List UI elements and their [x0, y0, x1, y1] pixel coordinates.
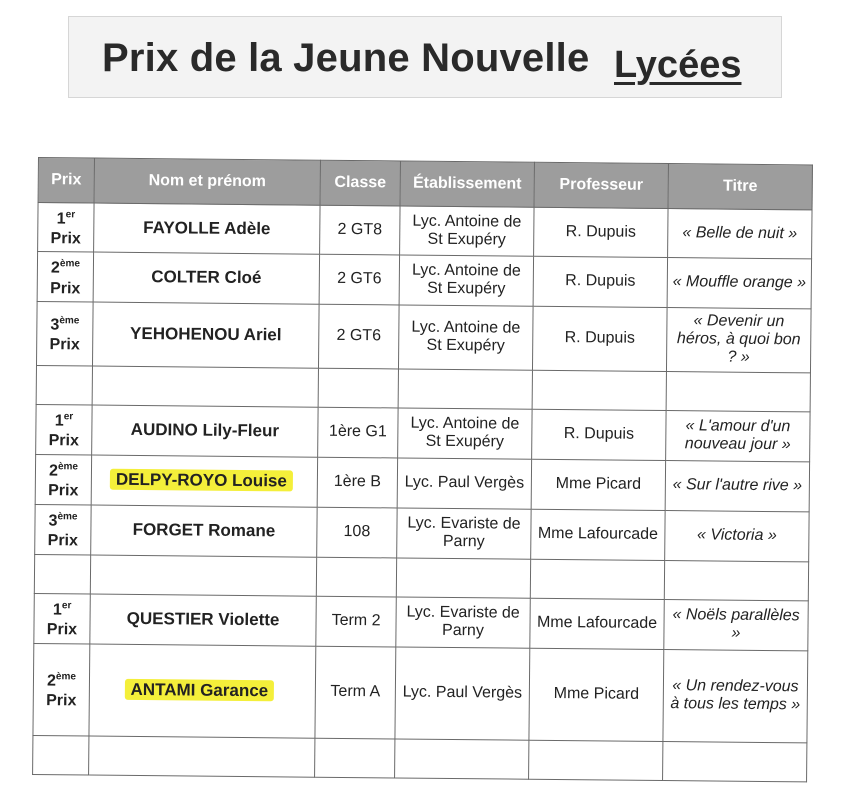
rank-number: 1 [54, 412, 64, 430]
empty-cell [529, 740, 663, 780]
name-cell [94, 203, 320, 254]
table-row [36, 404, 810, 461]
rank-number: 2 [46, 672, 56, 690]
table-row [37, 301, 812, 372]
title-cell: « Un rendez-vous à tous les temps » [663, 649, 808, 742]
school-cell: Lyc. Evariste de Parny [397, 508, 531, 559]
column-header-titre: Titre [668, 164, 812, 210]
title-cell: « Noëls parallèles » [664, 599, 808, 650]
table-row [38, 203, 812, 260]
student-name: FORGET Romane [132, 520, 276, 541]
table-body [33, 203, 812, 782]
school-cell: Lyc. Antoine de St Exupéry [398, 305, 533, 370]
highlighted-name: DELPY-ROYO Louise [110, 469, 293, 492]
name-cell [89, 644, 316, 738]
school-cell: Lyc. Antoine de St Exupéry [398, 408, 532, 459]
student-name: QUESTIER Violette [126, 609, 280, 630]
rank-suffix: ème [57, 511, 78, 523]
table-row [35, 504, 809, 561]
rank-cell [38, 203, 94, 253]
rank-suffix: ème [55, 671, 77, 683]
page-subtitle: Lycées [614, 44, 742, 86]
class-cell: 2 GT8 [320, 205, 400, 255]
rank-suffix: ème [57, 461, 79, 473]
empty-cell [396, 558, 530, 598]
rank-suffix: er [61, 600, 72, 612]
rank-suffix: er [63, 411, 74, 423]
title-cell: « Devenir un héros, à quoi bon ? » [666, 307, 811, 372]
spacer-row [33, 735, 807, 781]
rank-suffix: ème [59, 258, 80, 270]
empty-cell [33, 735, 89, 775]
table-row [35, 454, 809, 511]
title-cell: « Mouffle orange » [667, 258, 811, 309]
empty-cell [36, 365, 92, 405]
prize-label: Prix [46, 692, 77, 710]
column-header-nom: Nom et prénom [94, 158, 320, 205]
teacher-cell: R. Dupuis [533, 257, 667, 308]
column-header-prix: Prix [38, 158, 94, 204]
empty-cell [89, 736, 315, 777]
empty-cell [316, 557, 396, 597]
title-cell: « L'amour d'un nouveau jour » [666, 410, 810, 461]
rank-cell [34, 593, 90, 644]
teacher-cell: R. Dupuis [532, 409, 666, 460]
school-cell: Lyc. Paul Vergès [395, 647, 530, 740]
column-header-etablissement: Établissement [400, 161, 534, 207]
rank-suffix: er [65, 209, 76, 221]
column-header-professeur: Professeur [534, 162, 668, 208]
class-cell: 2 GT6 [319, 255, 399, 305]
class-cell: 2 GT6 [318, 304, 399, 369]
teacher-cell: R. Dupuis [534, 207, 668, 258]
rank-cell [36, 404, 92, 455]
student-name: AUDINO Lily-Fleur [130, 420, 280, 441]
class-cell: 108 [317, 507, 397, 558]
prize-table [32, 157, 813, 782]
prize-label: Prix [48, 482, 79, 500]
teacher-cell: Mme Picard [529, 648, 664, 741]
name-cell [90, 594, 316, 646]
teacher-cell: Mme Lafourcade [531, 509, 665, 560]
rank-number: 3 [48, 512, 58, 530]
student-name: COLTER Cloé [151, 267, 262, 288]
rank-suffix: ème [59, 315, 80, 327]
rank-cell [35, 454, 91, 505]
empty-cell [92, 366, 318, 407]
page-title: Prix de la Jeune Nouvelle [102, 36, 590, 80]
name-cell [92, 302, 319, 368]
empty-cell [398, 369, 532, 409]
teacher-cell: R. Dupuis [532, 306, 667, 371]
empty-cell [318, 368, 398, 408]
highlighted-name: ANTAMI Garance [124, 679, 274, 701]
empty-cell [664, 560, 808, 600]
student-name: YEHOHENOU Ariel [129, 324, 282, 345]
rank-cell [37, 301, 94, 366]
student-name: FAYOLLE Adèle [143, 218, 271, 239]
empty-cell [530, 559, 664, 599]
class-cell: 1ère G1 [318, 407, 398, 458]
prize-label: Prix [50, 230, 81, 248]
rank-number: 1 [52, 601, 62, 619]
column-header-classe: Classe [320, 160, 400, 206]
prize-label: Prix [48, 432, 79, 450]
class-cell: Term A [315, 646, 396, 739]
rank-number: 2 [50, 259, 60, 277]
school-cell: Lyc. Antoine de St Exupéry [399, 255, 533, 306]
rank-number: 3 [50, 316, 60, 334]
table-row [34, 593, 808, 650]
rank-cell [37, 252, 93, 302]
teacher-cell: Mme Picard [531, 459, 665, 510]
empty-cell [315, 738, 395, 778]
empty-cell [90, 555, 316, 596]
prize-label: Prix [50, 279, 81, 298]
prize-label: Prix [47, 532, 79, 550]
name-cell [92, 405, 318, 457]
title-cell: « Victoria » [665, 510, 809, 561]
rank-cell [33, 643, 90, 736]
empty-cell [532, 370, 666, 410]
empty-cell [666, 371, 810, 411]
prize-label: Prix [49, 336, 80, 354]
school-cell: Lyc. Antoine de St Exupéry [400, 206, 534, 257]
empty-cell [395, 739, 529, 779]
table-row [37, 252, 811, 309]
teacher-cell: Mme Lafourcade [530, 598, 664, 649]
class-cell: Term 2 [316, 596, 396, 647]
name-cell [91, 455, 317, 507]
empty-cell [34, 554, 90, 594]
title-cell: « Belle de nuit » [668, 209, 812, 260]
name-cell [91, 505, 317, 557]
rank-number: 2 [48, 462, 59, 480]
rank-cell [35, 504, 91, 555]
title-cell: « Sur l'autre rive » [665, 460, 809, 511]
name-cell [93, 252, 319, 303]
empty-cell [663, 741, 807, 781]
class-cell: 1ère B [317, 457, 397, 508]
table-row [33, 643, 808, 742]
rank-number: 1 [56, 210, 66, 228]
table-header-row [38, 158, 812, 210]
school-cell: Lyc. Paul Vergès [397, 458, 531, 509]
table-wrapper [32, 157, 812, 782]
school-cell: Lyc. Evariste de Parny [396, 597, 530, 648]
prize-label: Prix [46, 621, 78, 639]
